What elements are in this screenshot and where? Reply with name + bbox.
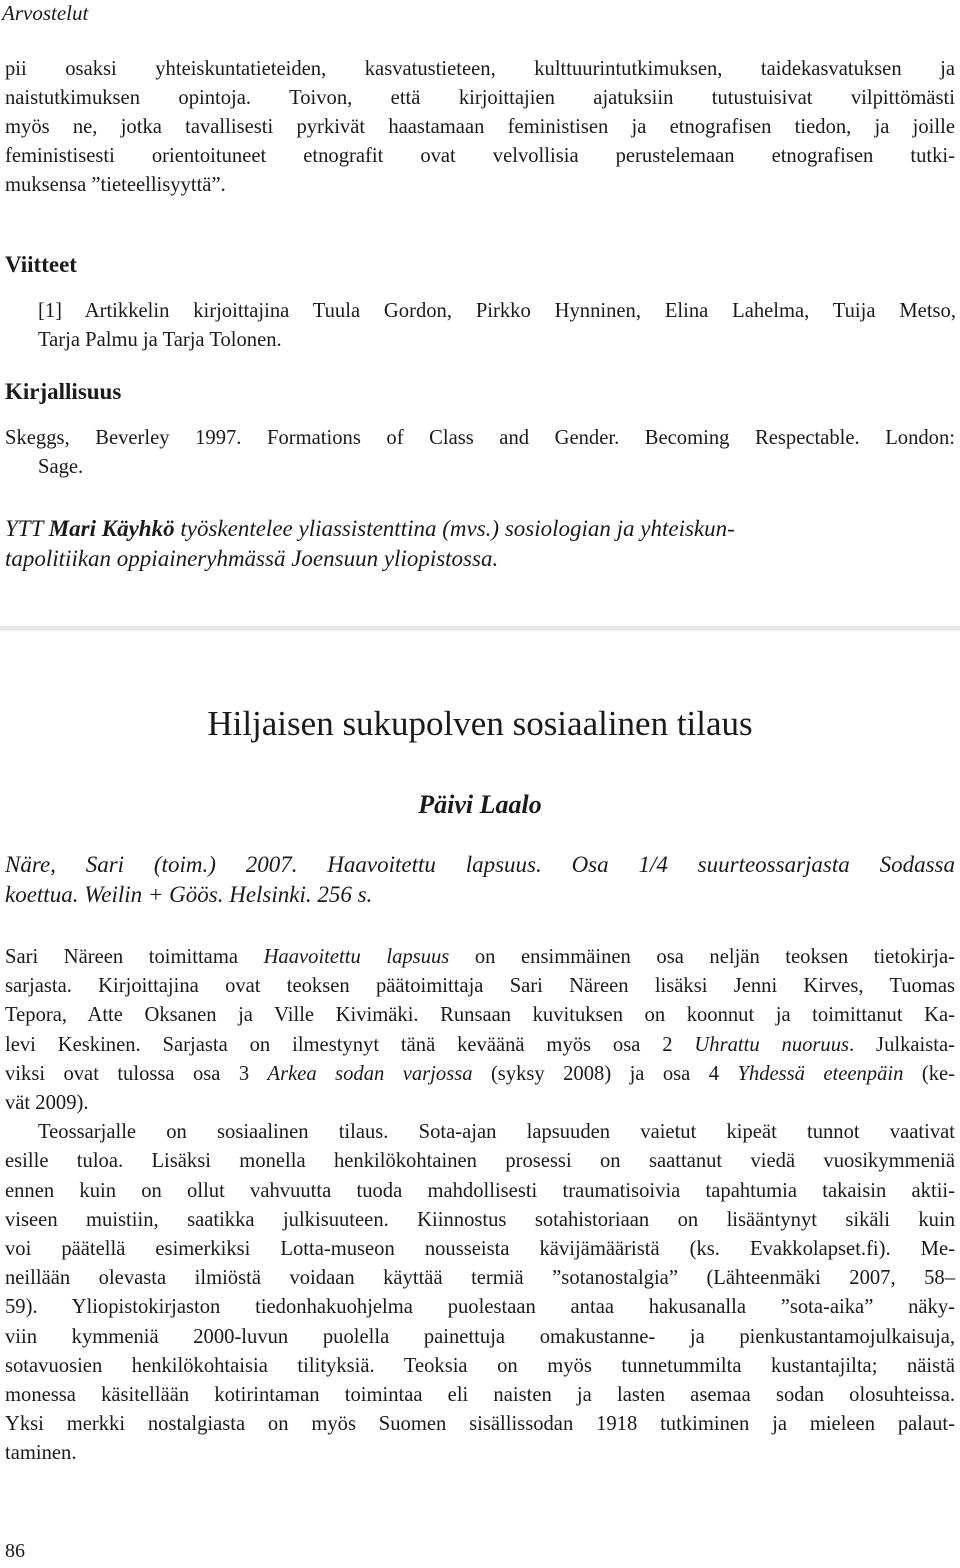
intro-paragraph [5, 55, 955, 200]
section-divider [0, 626, 960, 630]
reference-entry [5, 424, 955, 482]
text-line: taminen. [5, 1442, 77, 1465]
text-line: Yksi merkki nostalgiasta on myös Suomen sisällissodan 1918 tutkiminen ja mieleen palaut- [5, 1413, 955, 1436]
text-line: Tepora, Atte Oksanen ja Ville Kivimäki. Runsaan kuvituksen on koonnut ja toimittanut Ka- [5, 1004, 955, 1027]
text-run: (syksy 2008) ja osa 4 [472, 1062, 738, 1085]
running-header: Arvostelut [2, 1, 89, 25]
review-body [5, 943, 955, 1469]
page-number: 86 [5, 1540, 25, 1562]
text-run: Sari Näreen toimittama [5, 946, 264, 968]
text-line: ennen kuin on ollut vahvuutta tuoda mahdollisesti traumatisoivia tapahtumia takaisin aktii- [5, 1179, 955, 1202]
text-line: sotavuosien henkilökohtaisia tilityksiä. Teoksia on myös tunnetummilta kustantajilta; näistä [5, 1354, 955, 1377]
reference-line: Sage. [38, 456, 84, 478]
text-line: naistutkimuksen opintoja. Toivon, että kirjoittajien ajatuksiin tutustuisivat vilpittömästi [5, 87, 955, 109]
footnote-list [38, 297, 956, 355]
text-run: levi Keskinen. Sarjasta on ilmestynyt tänä keväänä myös osa 2 [5, 1033, 695, 1056]
text-line: esille tuloa. Lisäksi monella henkilökohtainen prosessi on saattanut viedä vuosikymmeniä [5, 1150, 955, 1173]
text-line [5, 1031, 955, 1060]
text-line: viseen muistiin, saatikka julkisuuteen. Kiinnostus sotahistoriaan on lisääntynyt sikäli kuin [5, 1208, 955, 1231]
citation-line: Näre, Sari (toim.) 2007. Haavoitettu lapsuus. Osa 1/4 suurteossarjasta Sodassa [5, 852, 955, 877]
book-title: Uhrattu nuoruus [694, 1033, 850, 1056]
text-line: vät 2009). [5, 1092, 89, 1115]
review-title: Hiljaisen sukupolven sosiaalinen tilaus [207, 704, 753, 743]
bio-line [5, 514, 955, 544]
text-line: voi päätellä esimerkiksi Lotta-museon nousseista kävijämääristä (ks. Evakkolapset.fi). Me- [5, 1238, 955, 1261]
text-line [5, 943, 955, 972]
book-citation [5, 850, 955, 910]
review-paragraph [5, 943, 955, 1118]
text-line: pii osaksi yhteiskuntatieteiden, kasvatustieteen, kulttuurintutkimuksen, taidekasvatuksen ja [5, 58, 955, 80]
bio-name: Mari Käyhkö [48, 516, 175, 541]
text-line: monessa käsitellään kotirintaman toimintaa eli naisten ja lasten asemaa sodan olosuhteissa. [5, 1384, 955, 1407]
footnote-line: Tarja Palmu ja Tarja Tolonen. [38, 329, 282, 351]
kirjallisuus-heading: Kirjallisuus [5, 379, 122, 404]
footnote-line: [1] Artikkelin kirjoittajina Tuula Gordon, Pirkko Hynninen, Elina Lahelma, Tuija Metso, [38, 300, 956, 322]
book-title: Yhdessä eteenpäin [737, 1062, 904, 1085]
text-line: muksensa ”tieteellisyyttä”. [5, 174, 226, 196]
text-line: viin kymmeniä 2000-luvun puolella painettuja omakustanne- ja pienkustantamojulkaisuja, [5, 1325, 955, 1348]
text-run: (ke- [903, 1062, 955, 1085]
bio-line: tapolitiikan oppiaineryhmässä Joensuun yliopistossa. [5, 546, 499, 571]
reference-line: Skeggs, Beverley 1997. Formations of Class and Gender. Becoming Respectable. London: [5, 427, 955, 449]
text-line [5, 1060, 955, 1089]
author-bio [5, 514, 955, 574]
bio-text: työskentelee yliassistenttina (mvs.) sosiologian ja yhteiskun- [174, 516, 735, 541]
text-run: viksi ovat tulossa osa 3 [5, 1062, 268, 1085]
viitteet-heading: Viitteet [5, 252, 77, 277]
text-run: on ensimmäinen osa neljän teoksen tietokirja- [449, 946, 955, 968]
text-line: feministisesti orientoituneet etnografit ovat velvollisia perustelemaan etnografisen tutki- [5, 145, 955, 167]
citation-line: koettua. Weilin + Göös. Helsinki. 256 s. [5, 882, 373, 907]
text-line: Teossarjalle on sosiaalinen tilaus. Sota-ajan lapsuuden vaietut kipeät tunnot vaativat [38, 1121, 955, 1144]
bio-prefix: YTT [5, 516, 49, 541]
review-paragraph [5, 1118, 955, 1468]
text-line: myös ne, jotka tavallisesti pyrkivät haastamaan feministisen ja etnografisen tiedon, ja joille [5, 116, 955, 138]
review-author: Päivi Laalo [418, 790, 542, 819]
book-title: Arkea sodan varjossa [267, 1062, 473, 1085]
text-line: 59). Yliopistokirjaston tiedonhakuohjelma puolestaan antaa hakusanalla ”sota-aika” näky- [5, 1296, 955, 1319]
text-line: sarjasta. Kirjoittajina ovat teoksen päätoimittaja Sari Näreen lisäksi Jenni Kirves, Tuomas [5, 975, 955, 998]
text-run: . Julkaista- [849, 1033, 955, 1056]
book-title: Haavoitettu lapsuus [263, 946, 450, 968]
text-line: neillään olevasta ilmiöstä voidaan käyttää termiä ”sotanostalgia” (Lähteenmäki 2007, 58– [5, 1267, 955, 1290]
